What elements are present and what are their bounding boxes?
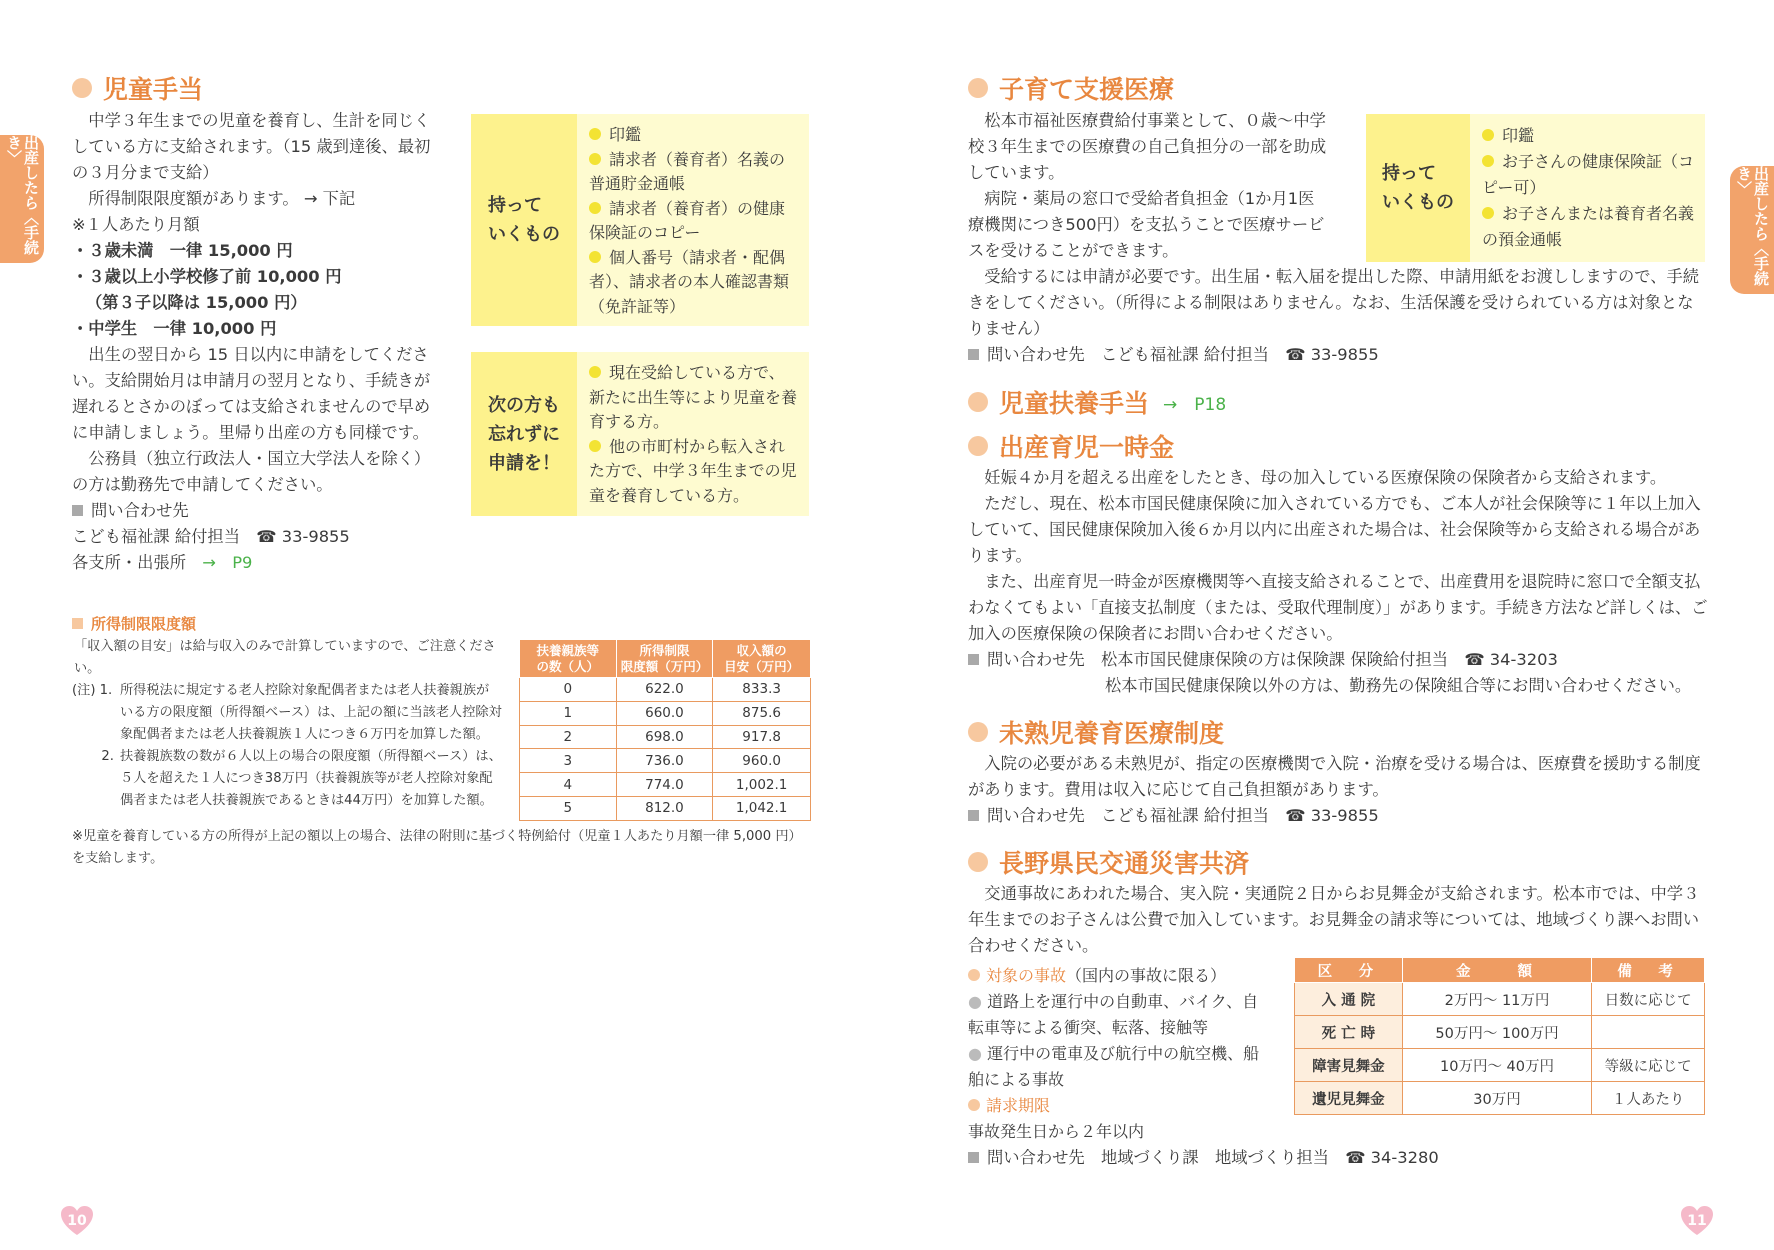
bullet-dot-icon [968, 1099, 980, 1111]
table-header: 備 考 [1592, 958, 1705, 983]
dont-forget-item: 現在受給している方で、新たに出生等により児童を養育する方。 [589, 363, 798, 431]
contact-label: 問い合わせ先 [91, 501, 189, 520]
bring-items-list [577, 114, 809, 326]
yellow-dot-icon [1482, 155, 1494, 167]
yellow-dot-icon [589, 366, 601, 378]
section-title-kosodate: 子育て支援医療 [968, 72, 1174, 104]
kotsu-table [1294, 957, 1705, 1115]
bring-item: 印鑑 [589, 123, 799, 148]
square-bullet-icon [968, 349, 979, 360]
income-limit-notes [72, 636, 502, 812]
yellow-dot-icon [589, 128, 601, 140]
section-title-text: 児童手当 [103, 75, 204, 104]
section-title-jido-teate [72, 72, 203, 104]
bring-item: 個人番号（請求者・配偶者）、請求者の本人確認書類（免許証等） [589, 247, 790, 316]
page-number-right [1680, 1204, 1714, 1238]
bring-items-box [471, 114, 809, 326]
section-title-ichijikin: 出産育児一時金 [968, 430, 1174, 462]
bullet-dot-icon [968, 722, 988, 742]
amount-under-3: ・３歳未満 一律 15,000 円 [72, 241, 293, 260]
kotsu-details: 対象の事故（国内の事故に限る） ● 道路上を運行中の自動車、バイク、自転車等による衝突、転落、接触等 ● 運行中の電車及び航行中の航空機、船舶による事故 請求期限 事故発生日から２年以内 [968, 966, 1260, 1141]
income-limit-table [519, 639, 811, 821]
section-title-kotsu: 長野県民交通災害共済 [968, 846, 1249, 878]
bullet-dot-icon [968, 78, 988, 98]
table-header: 扶養親族等 の数（人） [520, 640, 617, 678]
yellow-dot-icon [1482, 129, 1494, 141]
contact-tel: ☎ 33-9855 [256, 527, 350, 546]
table-header-row [1295, 958, 1705, 983]
square-bullet-icon [968, 1152, 979, 1163]
kosodate-bring-box: 持って いくもの 印鑑 お子さんの健康保険証（コピー可） お子さんまたは養育者名義の預金通帳 [1366, 114, 1705, 262]
side-tab-label: 出産したら〈手続き〉 [1735, 166, 1770, 286]
kosodate-body: 松本市福祉医療費給付事業として、０歳～中学校３年生までの医療費の自己負担分の一部を助成しています。 病院・薬局の窓口で受給者負担金（1か月1医療機関につき500円）を支払うことで医療サービスを受けることができます。 [968, 111, 1327, 260]
yellow-dot-icon [589, 251, 601, 263]
monthly-note: ※１人あたり月額 [72, 215, 200, 234]
table-row: 3 736.0 960.0 [520, 749, 811, 773]
limit-note: 所得制限限度額があります。 → 下記 [88, 189, 356, 208]
bullet-dot-icon [968, 436, 988, 456]
page-number-text: 10 [67, 1213, 87, 1229]
table-header: 収入額の 目安（万円） [713, 640, 811, 678]
square-bullet-icon [72, 618, 83, 629]
bring-item: 請求者（養育者）名義の普通貯金通帳 [589, 149, 786, 193]
note-3: 2. 扶養親族数の数が６人以上の場合の限度額（所得額ベース）は、５人を超えた１人につき38万円（扶養親族等が老人控除対象配偶者または老人扶養親族であるときは44万円）を加算した額。 [101, 749, 502, 808]
table-row: 2 698.0 917.8 [520, 725, 811, 749]
section-title-mijukuji: 未熟児養育医療制度 [968, 716, 1224, 748]
table-header: 金 額 [1402, 958, 1592, 983]
yellow-dot-icon [589, 202, 601, 214]
table-row: 入 通 院 2万円～ 11万円 日数に応じて [1295, 983, 1705, 1016]
mijukuji-body: 入院の必要がある未熟児が、指定の医療機関で入院・治療を受ける場合は、医療費を援助する制度があります。費用は収入に応じて自己負担額があります。 問い合わせ先 こども福祉課 給付担当 ☎ 33-9855 [968, 754, 1701, 825]
contact-dept: こども福祉課 給付担当 [72, 527, 240, 546]
yellow-dot-icon [589, 153, 601, 165]
contact-branches: 各支所・出張所 [72, 553, 186, 572]
kotsu-contact: 問い合わせ先 地域づくり課 地域づくり担当 ☎ 34-3280 [968, 1145, 1708, 1171]
intro-text: 中学３年生までの児童を養育し、生計を同じくしている方に支給されます。（15 歳到達後、最初の３月分まで支給） [72, 111, 431, 182]
dont-forget-item: 他の市町村から転入された方で、中学３年生までの児童を養育している方。 [589, 436, 797, 505]
amount-third-child: （第３子以降は 15,000 円） [86, 293, 307, 312]
kotsu-body: 交通事故にあわれた場合、実入院・実通院２日からお見舞金が支給されます。松本市では、中学３年生までのお子さんは公費で加入しています。お見舞金の請求等については、地域づくり課へお問い合わせください。 [968, 884, 1700, 955]
civil-servant-text: 公務員（独立行政法人・国立大学法人を除く）の方は勤務先で申請してください。 [72, 449, 431, 494]
page-number-text: 11 [1687, 1213, 1707, 1229]
side-tab-right [1730, 166, 1774, 294]
bullet-dot-icon [968, 392, 988, 412]
table-row: 障害見舞金 10万円～ 40万円 等級に応じて [1295, 1049, 1705, 1082]
side-tab-label: 出産したら〈手続き〉 [5, 135, 40, 255]
dont-forget-label: 次の方も 忘れずに 申請を！ [471, 352, 577, 516]
ichijikin-body: 妊娠４か月を超える出産をしたとき、母の加入している医療保険の保険者から支給されます。 ただし、現在、松本市国民健康保険に加入されている方でも、ご本人が社会保険等に１年以上加入していて、国民健康保険加入後６か月以内に出産された場合は、社会保険等から支給される場合があります。 また、出産育児一時金が医療機関等へ直接支給されることで、出産費用を退院時に窓口で全額支払わなくてもよい「直接支払制度（または、受取代理制度）」があります。手続き方法など詳しくは、ご加入の医療保険の保険者にお問い合わせください。 問い合わせ先 松本市国民健康保険の方は保険課 保険給付担当 ☎ 34-3203 松本市国民健康保険以外の方は、勤務先の保険組合等にお問い合わせください。 [968, 468, 1708, 695]
table-row: 0 622.0 833.3 [520, 678, 811, 702]
bring-items-label: 持って いくもの [471, 114, 577, 326]
bring-item: 請求者（養育者）の健康保険証のコピー [589, 198, 786, 242]
square-bullet-icon [72, 505, 83, 516]
table-row: 1 660.0 875.6 [520, 701, 811, 725]
note-2: (注) 1. 所得税法に規定する老人控除対象配偶者または老人扶養親族がいる方の限度額（所得額ベース）は、上記の額に当該老人控除対象配偶者または老人扶養親族１人につき６万円を加算した額。 [72, 683, 502, 742]
jido-teate-body [72, 108, 432, 576]
table-row: 4 774.0 1,002.1 [520, 773, 811, 797]
dont-forget-list [577, 352, 809, 516]
amount-3-to-elementary: ・３歳以上小学校修了前 10,000 円 [72, 267, 342, 286]
bullet-dot-icon [968, 852, 988, 872]
bring-item: お子さんまたは養育者名義の預金通帳 [1482, 204, 1695, 249]
amount-junior-high: ・中学生 一律 10,000 円 [72, 319, 277, 338]
side-tab-left [0, 135, 44, 263]
page-link-p9[interactable]: → P9 [202, 553, 253, 572]
bring-item: お子さんの健康保険証（コピー可） [1482, 152, 1695, 197]
kosodate-body-2: 受給するには申請が必要です。出生届・転入届を提出した際、申請用紙をお渡ししますので、手続きをしてください。（所得による制限はありません。なお、生活保護を受けられている方は対象となりません） 問い合わせ先 こども福祉課 給付担当 ☎ 33-9855 [968, 267, 1700, 364]
page-link-p18[interactable]: → P18 [1163, 394, 1227, 415]
page-number-left [60, 1204, 94, 1238]
square-bullet-icon [968, 810, 979, 821]
yellow-dot-icon [589, 440, 601, 452]
table-header: 所得制限 限度額（万円） [616, 640, 713, 678]
bullet-dot-icon [72, 78, 92, 98]
yellow-dot-icon [1482, 207, 1494, 219]
table-row: 遺児見舞金 30万円 １人あたり [1295, 1082, 1705, 1115]
apply-text: 出生の翌日から 15 日以内に申請をしてください。支給開始月は申請月の翌月となり、手続きが遅れるとさかのぼっては支給されませんので早めに申請しましょう。里帰り出産の方も同様です。 [72, 345, 431, 442]
table-row: 死 亡 時 50万円～ 100万円 [1295, 1016, 1705, 1049]
note-1: 「収入額の目安」は給与収入のみで計算していますので、ご注意ください。 [74, 639, 496, 676]
income-limit-title: 所得制限限度額 [72, 613, 196, 634]
section-title-fuyo: 児童扶養手当 → P18 [968, 386, 1226, 418]
bring-item: 印鑑 [1482, 123, 1695, 149]
square-bullet-icon [968, 654, 979, 665]
income-limit-footnote: ※児童を養育している方の所得が上記の額以上の場合、法律の附則に基づく特例給付（児童１人あたり月額一律 5,000 円）を支給します。 [72, 829, 802, 866]
dont-forget-box [471, 352, 809, 516]
table-row: 5 812.0 1,042.1 [520, 796, 811, 820]
bullet-dot-icon [968, 969, 980, 981]
table-header-row [520, 640, 811, 678]
table-header: 区 分 [1295, 958, 1403, 983]
